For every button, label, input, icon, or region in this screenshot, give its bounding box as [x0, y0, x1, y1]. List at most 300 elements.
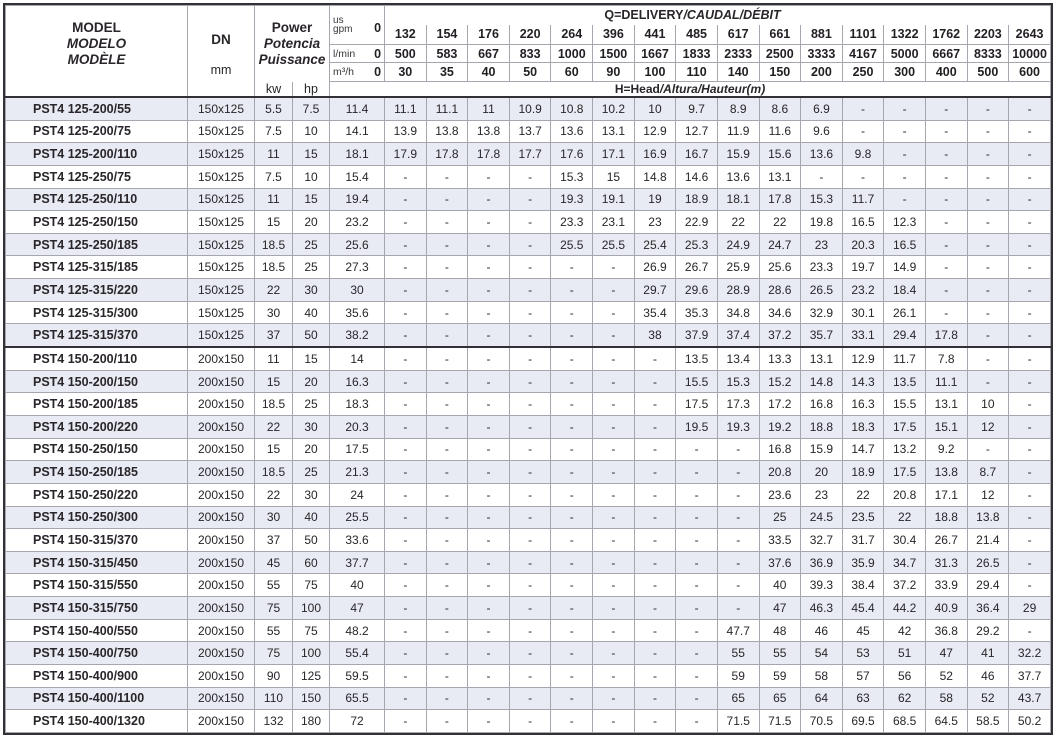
- model-cell: PST4 125-315/220: [6, 279, 188, 302]
- dn-cell: 200x150: [188, 642, 255, 665]
- head-value-cell: 15.6: [759, 143, 801, 166]
- head-value-cell: -: [468, 415, 510, 438]
- head-value-cell: -: [967, 120, 1009, 143]
- kw-cell: 18.5: [255, 256, 293, 279]
- m3h-value: 40: [468, 63, 510, 82]
- head-value-cell: -: [468, 529, 510, 552]
- kw-cell: 45: [255, 551, 293, 574]
- kw-cell: 30: [255, 301, 293, 324]
- head-value-cell: -: [634, 687, 676, 710]
- head-value-cell: -: [593, 301, 635, 324]
- head-value-cell: -: [468, 461, 510, 484]
- head-value-cell: -: [1009, 393, 1051, 416]
- head-value-cell: 36.4: [967, 597, 1009, 620]
- head-value-cell: 10.2: [593, 97, 635, 120]
- m3h-value: 30: [385, 63, 427, 82]
- flow-unit-lmin-cell: [330, 45, 385, 63]
- table-row: [6, 370, 1051, 393]
- model-cell: PST4 150-200/220: [6, 415, 188, 438]
- head-value-cell: 42: [884, 619, 926, 642]
- head-value-cell: 15.5: [884, 393, 926, 416]
- table-row: [6, 188, 1051, 211]
- head-value-cell: -: [676, 529, 718, 552]
- head-value-cell: 11.1: [925, 370, 967, 393]
- head-value-cell: -: [468, 574, 510, 597]
- head-value-cell: -: [884, 97, 926, 120]
- head-value-cell: 22: [884, 506, 926, 529]
- head-value-cell: -: [1009, 211, 1051, 234]
- head-value-cell: -: [676, 438, 718, 461]
- dn-cell: 200x150: [188, 597, 255, 620]
- head-value-cell: -: [676, 710, 718, 733]
- head-value-cell: -: [593, 370, 635, 393]
- head-value-cell: -: [426, 551, 468, 574]
- kw-cell: 55: [255, 619, 293, 642]
- head-value-cell: -: [551, 574, 593, 597]
- m3h-value: 90: [593, 63, 635, 82]
- head-value-cell: -: [634, 597, 676, 620]
- head-value-cell: -: [385, 506, 427, 529]
- head-value-cell: -: [634, 529, 676, 552]
- head-value-cell: 32.7: [801, 529, 843, 552]
- model-cell: PST4 125-250/150: [6, 211, 188, 234]
- head-value-cell: 11.9: [717, 120, 759, 143]
- hp-cell: 15: [293, 188, 330, 211]
- model-cell: PST4 125-250/185: [6, 233, 188, 256]
- head-value-cell: 17.5: [330, 438, 385, 461]
- head-value-cell: 47: [925, 642, 967, 665]
- head-value-cell: -: [468, 256, 510, 279]
- kw-cell: 22: [255, 415, 293, 438]
- head-value-cell: -: [426, 461, 468, 484]
- head-value-cell: 52: [925, 665, 967, 688]
- table-row: [6, 301, 1051, 324]
- head-value-cell: 46: [801, 619, 843, 642]
- head-value-cell: -: [385, 642, 427, 665]
- head-value-cell: -: [717, 529, 759, 552]
- head-value-cell: 18.4: [884, 279, 926, 302]
- head-value-cell: -: [925, 279, 967, 302]
- head-value-cell: -: [593, 483, 635, 506]
- usgpm-value: 176: [468, 25, 510, 45]
- head-value-cell: 9.2: [925, 438, 967, 461]
- kw-cell: 11: [255, 188, 293, 211]
- hp-cell: 30: [293, 415, 330, 438]
- head-value-cell: -: [426, 597, 468, 620]
- head-value-cell: 15.1: [925, 415, 967, 438]
- head-value-cell: -: [593, 279, 635, 302]
- head-value-cell: 18.9: [676, 188, 718, 211]
- dn-cell: 150x125: [188, 143, 255, 166]
- head-value-cell: 26.5: [801, 279, 843, 302]
- lmin-value: 500: [385, 45, 427, 63]
- hp-cell: 10: [293, 120, 330, 143]
- head-value-cell: -: [468, 619, 510, 642]
- head-value-cell: -: [884, 165, 926, 188]
- head-value-cell: 20.3: [842, 233, 884, 256]
- head-value-cell: 11.1: [385, 97, 427, 120]
- kw-cell: 55: [255, 574, 293, 597]
- head-value-cell: -: [468, 642, 510, 665]
- head-value-cell: 26.5: [967, 551, 1009, 574]
- model-cell: PST4 150-250/150: [6, 438, 188, 461]
- table-row: [6, 415, 1051, 438]
- head-value-cell: 13.5: [676, 347, 718, 370]
- head-value-cell: -: [426, 188, 468, 211]
- head-value-cell: 19.3: [717, 415, 759, 438]
- kw-cell: 11: [255, 143, 293, 166]
- dn-cell: 200x150: [188, 710, 255, 733]
- hp-cell: 50: [293, 529, 330, 552]
- usgpm-value: 661: [759, 25, 801, 45]
- power-column-header: [255, 6, 330, 82]
- head-value-cell: 14.9: [884, 256, 926, 279]
- head-value-cell: -: [967, 370, 1009, 393]
- head-value-cell: 11.1: [426, 97, 468, 120]
- head-value-cell: -: [717, 597, 759, 620]
- head-value-cell: 48: [759, 619, 801, 642]
- table-row: [6, 438, 1051, 461]
- head-value-cell: 6.9: [801, 97, 843, 120]
- head-value-cell: 69.5: [842, 710, 884, 733]
- head-value-cell: 12.7: [676, 120, 718, 143]
- head-value-cell: -: [593, 461, 635, 484]
- head-value-cell: 58.5: [967, 710, 1009, 733]
- head-value-cell: 17.5: [884, 415, 926, 438]
- usgpm-value: 264: [551, 25, 593, 45]
- head-value-cell: -: [509, 256, 551, 279]
- m3h-value: 400: [925, 63, 967, 82]
- head-value-cell: -: [551, 415, 593, 438]
- dn-cell: 200x150: [188, 529, 255, 552]
- kw-cell: 110: [255, 687, 293, 710]
- m3h-value: 110: [676, 63, 718, 82]
- head-value-cell: -: [509, 393, 551, 416]
- head-value-cell: 13.7: [509, 120, 551, 143]
- m3h-value: 200: [801, 63, 843, 82]
- head-value-cell: 38.2: [330, 324, 385, 347]
- header-row-title: [6, 6, 1051, 25]
- head-value-cell: 22: [717, 211, 759, 234]
- head-value-cell: 37.6: [759, 551, 801, 574]
- head-value-cell: 10: [967, 393, 1009, 416]
- head-value-cell: -: [634, 461, 676, 484]
- head-value-cell: -: [1009, 483, 1051, 506]
- usgpm-value: 2203: [967, 25, 1009, 45]
- head-value-cell: -: [593, 415, 635, 438]
- dn-cell: 150x125: [188, 279, 255, 302]
- head-value-cell: -: [593, 687, 635, 710]
- dn-cell: 200x150: [188, 619, 255, 642]
- kw-cell: 15: [255, 370, 293, 393]
- head-value-cell: -: [426, 347, 468, 370]
- kw-cell: 5.5: [255, 97, 293, 120]
- usgpm-value: 881: [801, 25, 843, 45]
- table-row: [6, 483, 1051, 506]
- head-value-cell: -: [925, 233, 967, 256]
- usgpm-value: 441: [634, 25, 676, 45]
- head-value-cell: 18.1: [717, 188, 759, 211]
- head-value-cell: -: [385, 461, 427, 484]
- hp-cell: 100: [293, 642, 330, 665]
- head-title: H=Head/Altura/Hauteur(m): [330, 82, 1051, 98]
- hp-cell: 25: [293, 256, 330, 279]
- head-value-cell: 15.4: [330, 165, 385, 188]
- head-value-cell: 35.4: [634, 301, 676, 324]
- kw-cell: 7.5: [255, 120, 293, 143]
- table-row: [6, 324, 1051, 347]
- dn-unit-label: mm: [210, 62, 232, 77]
- head-value-cell: -: [634, 483, 676, 506]
- head-value-cell: -: [426, 438, 468, 461]
- power-label-es: Potencia: [263, 35, 321, 51]
- head-value-cell: -: [426, 393, 468, 416]
- table-row: [6, 551, 1051, 574]
- head-value-cell: 25.5: [593, 233, 635, 256]
- hp-cell: 7.5: [293, 97, 330, 120]
- head-value-cell: -: [593, 574, 635, 597]
- head-value-cell: 20.8: [884, 483, 926, 506]
- head-value-cell: 24.9: [717, 233, 759, 256]
- head-value-cell: 25: [759, 506, 801, 529]
- head-value-cell: -: [1009, 415, 1051, 438]
- head-value-cell: -: [509, 710, 551, 733]
- head-value-cell: 22: [759, 211, 801, 234]
- head-value-cell: 26.7: [925, 529, 967, 552]
- usgpm-value: 220: [509, 25, 551, 45]
- head-value-cell: 23.2: [330, 211, 385, 234]
- head-value-cell: 20: [801, 461, 843, 484]
- hp-cell: 125: [293, 665, 330, 688]
- dn-cell: 150x125: [188, 120, 255, 143]
- head-value-cell: 35.7: [801, 324, 843, 347]
- model-cell: PST4 150-200/150: [6, 370, 188, 393]
- head-value-cell: -: [426, 211, 468, 234]
- head-value-cell: 23: [634, 211, 676, 234]
- head-value-cell: -: [426, 301, 468, 324]
- head-value-cell: 23.3: [551, 211, 593, 234]
- model-label-en: MODEL: [72, 20, 121, 35]
- head-value-cell: -: [634, 619, 676, 642]
- head-value-cell: 19.2: [759, 415, 801, 438]
- head-value-cell: 14.7: [842, 438, 884, 461]
- head-value-cell: -: [385, 301, 427, 324]
- hp-column-header: hp: [293, 82, 330, 98]
- hp-cell: 180: [293, 710, 330, 733]
- head-value-cell: -: [509, 529, 551, 552]
- head-value-cell: 20.8: [759, 461, 801, 484]
- head-value-cell: -: [1009, 347, 1051, 370]
- head-value-cell: 68.5: [884, 710, 926, 733]
- head-value-cell: -: [593, 324, 635, 347]
- head-value-cell: 58: [925, 687, 967, 710]
- lmin-value: 1500: [593, 45, 635, 63]
- head-value-cell: 14.8: [634, 165, 676, 188]
- head-value-cell: 16.8: [759, 438, 801, 461]
- head-value-cell: -: [925, 165, 967, 188]
- head-value-cell: 25.9: [717, 256, 759, 279]
- model-cell: PST4 125-200/110: [6, 143, 188, 166]
- head-value-cell: 17.6: [551, 143, 593, 166]
- head-value-cell: -: [1009, 165, 1051, 188]
- m3h-zero: 0: [374, 65, 382, 79]
- head-value-cell: -: [967, 211, 1009, 234]
- head-value-cell: -: [593, 506, 635, 529]
- head-value-cell: -: [468, 483, 510, 506]
- head-value-cell: 13.6: [717, 165, 759, 188]
- head-value-cell: 35.3: [676, 301, 718, 324]
- head-value-cell: 45: [842, 619, 884, 642]
- hp-cell: 15: [293, 143, 330, 166]
- head-value-cell: 11.7: [842, 188, 884, 211]
- head-value-cell: 57: [842, 665, 884, 688]
- head-value-cell: 13.8: [468, 120, 510, 143]
- head-value-cell: 18.8: [801, 415, 843, 438]
- head-value-cell: -: [385, 188, 427, 211]
- head-value-cell: 13.1: [801, 347, 843, 370]
- head-value-cell: 18.9: [842, 461, 884, 484]
- head-value-cell: -: [967, 165, 1009, 188]
- model-cell: PST4 150-400/750: [6, 642, 188, 665]
- head-value-cell: -: [551, 347, 593, 370]
- head-value-cell: 17.5: [884, 461, 926, 484]
- head-value-cell: -: [1009, 188, 1051, 211]
- head-value-cell: 27.3: [330, 256, 385, 279]
- head-value-cell: -: [385, 551, 427, 574]
- head-value-cell: -: [1009, 574, 1051, 597]
- head-value-cell: 17.5: [676, 393, 718, 416]
- head-value-cell: 13.8: [925, 461, 967, 484]
- head-value-cell: 33.9: [925, 574, 967, 597]
- head-value-cell: -: [426, 506, 468, 529]
- kw-column-header: kw: [255, 82, 293, 98]
- dn-cell: 200x150: [188, 551, 255, 574]
- head-value-cell: 38.4: [842, 574, 884, 597]
- head-value-cell: 13.8: [967, 506, 1009, 529]
- hp-cell: 20: [293, 370, 330, 393]
- head-value-cell: 29.7: [634, 279, 676, 302]
- lmin-value: 3333: [801, 45, 843, 63]
- lmin-value: 6667: [925, 45, 967, 63]
- head-value-cell: 22.9: [676, 211, 718, 234]
- kw-cell: 18.5: [255, 461, 293, 484]
- head-value-cell: 37.7: [1009, 665, 1051, 688]
- head-value-cell: 33.6: [330, 529, 385, 552]
- hp-cell: 15: [293, 347, 330, 370]
- lmin-value: 4167: [842, 45, 884, 63]
- dn-cell: 200x150: [188, 665, 255, 688]
- model-cell: PST4 150-200/110: [6, 347, 188, 370]
- kw-cell: 132: [255, 710, 293, 733]
- head-value-cell: 13.8: [426, 120, 468, 143]
- head-value-cell: 39.3: [801, 574, 843, 597]
- head-value-cell: 52: [967, 687, 1009, 710]
- head-value-cell: 13.1: [925, 393, 967, 416]
- head-value-cell: -: [468, 211, 510, 234]
- dn-cell: 150x125: [188, 97, 255, 120]
- head-value-cell: -: [593, 619, 635, 642]
- head-value-cell: 19.5: [676, 415, 718, 438]
- head-value-cell: -: [509, 665, 551, 688]
- hp-cell: 30: [293, 279, 330, 302]
- head-value-cell: -: [509, 687, 551, 710]
- head-value-cell: -: [634, 438, 676, 461]
- head-value-cell: 71.5: [759, 710, 801, 733]
- head-value-cell: 17.8: [925, 324, 967, 347]
- head-value-cell: -: [967, 188, 1009, 211]
- head-value-cell: 14.8: [801, 370, 843, 393]
- head-value-cell: -: [385, 665, 427, 688]
- head-value-cell: -: [509, 301, 551, 324]
- table-row: [6, 529, 1051, 552]
- head-value-cell: 45.4: [842, 597, 884, 620]
- head-value-cell: 40.9: [925, 597, 967, 620]
- hp-cell: 150: [293, 687, 330, 710]
- usgpm-zero: 0: [374, 21, 382, 35]
- hp-cell: 75: [293, 619, 330, 642]
- usgpm-value: 2643: [1009, 25, 1051, 45]
- table-row: [6, 233, 1051, 256]
- head-value-cell: -: [717, 574, 759, 597]
- head-value-cell: -: [551, 461, 593, 484]
- head-value-cell: -: [426, 415, 468, 438]
- head-value-cell: 22: [842, 483, 884, 506]
- head-value-cell: 14.1: [330, 120, 385, 143]
- usgpm-value: 1101: [842, 25, 884, 45]
- head-value-cell: -: [468, 687, 510, 710]
- head-value-cell: 63: [842, 687, 884, 710]
- head-value-cell: 13.1: [593, 120, 635, 143]
- head-value-cell: 23.2: [842, 279, 884, 302]
- table-row: [6, 211, 1051, 234]
- m3h-value: 50: [509, 63, 551, 82]
- hp-cell: 25: [293, 233, 330, 256]
- head-value-cell: -: [593, 347, 635, 370]
- head-value-cell: -: [385, 165, 427, 188]
- table-row: [6, 143, 1051, 166]
- dn-cell: 150x125: [188, 188, 255, 211]
- head-value-cell: 8.6: [759, 97, 801, 120]
- head-value-cell: -: [551, 438, 593, 461]
- head-value-cell: -: [509, 370, 551, 393]
- head-value-cell: -: [925, 143, 967, 166]
- head-value-cell: -: [509, 211, 551, 234]
- head-value-cell: 12.9: [634, 120, 676, 143]
- kw-cell: 37: [255, 324, 293, 347]
- head-value-cell: -: [884, 188, 926, 211]
- table-row: [6, 710, 1051, 733]
- head-value-cell: 11.4: [330, 97, 385, 120]
- head-value-cell: -: [385, 438, 427, 461]
- head-value-cell: 23.6: [759, 483, 801, 506]
- head-value-cell: 17.2: [759, 393, 801, 416]
- head-value-cell: 70.5: [801, 710, 843, 733]
- head-value-cell: 55.4: [330, 642, 385, 665]
- kw-cell: 90: [255, 665, 293, 688]
- dn-cell: 200x150: [188, 370, 255, 393]
- head-value-cell: -: [509, 551, 551, 574]
- model-cell: PST4 150-400/900: [6, 665, 188, 688]
- m3h-value: 100: [634, 63, 676, 82]
- head-value-cell: -: [509, 415, 551, 438]
- m3h-value: 600: [1009, 63, 1051, 82]
- model-cell: PST4 125-315/185: [6, 256, 188, 279]
- hp-cell: 20: [293, 211, 330, 234]
- head-value-cell: -: [385, 347, 427, 370]
- head-value-cell: -: [676, 461, 718, 484]
- head-value-cell: 54: [801, 642, 843, 665]
- head-value-cell: -: [1009, 619, 1051, 642]
